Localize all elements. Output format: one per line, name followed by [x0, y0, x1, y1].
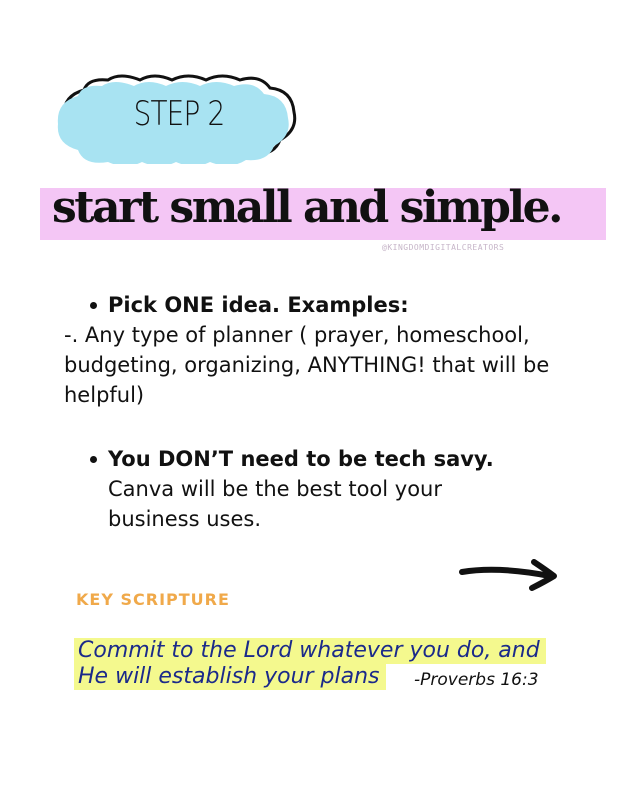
key-scripture-label: KEY SCRIPTURE: [76, 590, 230, 609]
headline-block: [40, 182, 606, 240]
point-1-title: Pick ONE idea. Examples:: [108, 293, 409, 317]
right-arrow-icon: [458, 556, 562, 592]
scripture-citation: -Proverbs 16:3: [414, 670, 539, 690]
page-title: start small and simple.: [52, 182, 561, 233]
point-2-title: You DON’T need to be tech savy.: [108, 447, 494, 471]
scripture-line-2: He will establish your plans: [74, 664, 386, 690]
point-1-body: -. Any type of planner ( prayer, homeschool, budgeting, organizing, ANYTHING! that will be helpful): [64, 323, 550, 407]
point-2-body: Canva will be the best tool your business uses.: [108, 477, 442, 531]
step-badge: [48, 72, 310, 164]
step-label: STEP 2: [133, 94, 225, 134]
scripture-line-1: Commit to the Lord whatever you do, and: [74, 638, 546, 664]
watermark-handle: @KINGDOMDIGITALCREATORS: [382, 243, 505, 252]
